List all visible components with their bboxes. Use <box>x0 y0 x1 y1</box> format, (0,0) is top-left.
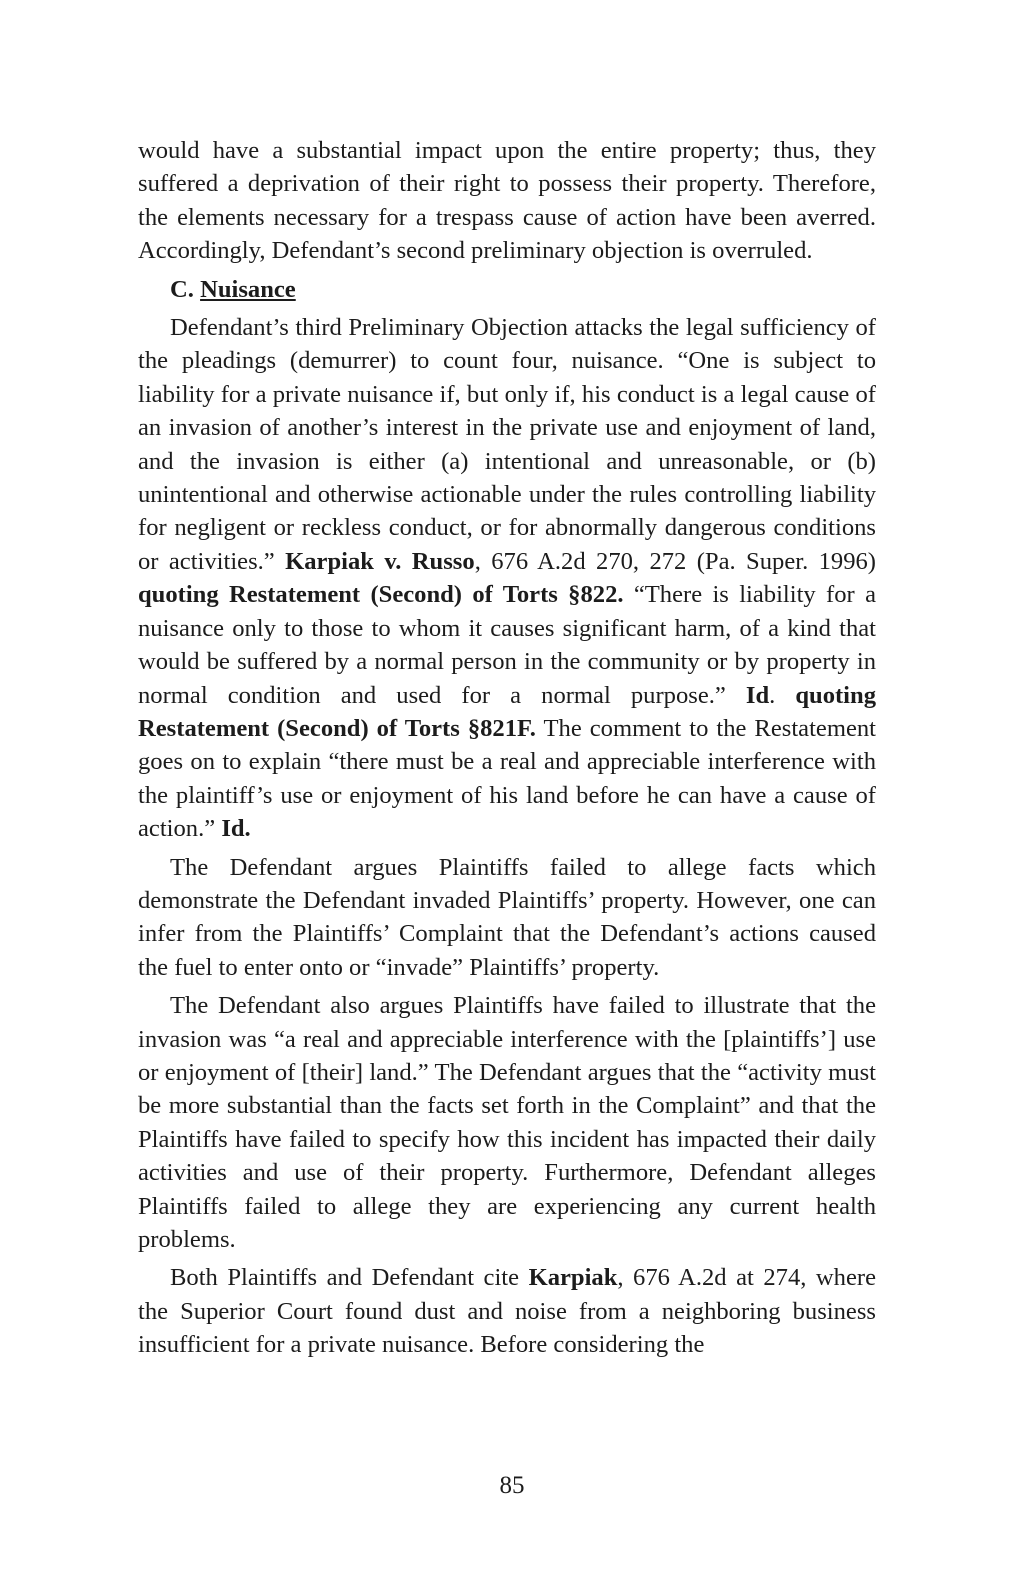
case-citation: Karpiak v. Russo <box>285 547 475 575</box>
section-heading-nuisance <box>138 273 876 306</box>
paragraph-invasion-argument: The Defendant argues Plaintiffs failed to allege facts which demonstrate the Defendant invaded Plaintiffs’ property. However, one can infer from the Plaintiffs’ Complaint that the Defendant’s actions caused the fuel to enter onto or “invade” Plaintiffs’ property. <box>138 853 876 981</box>
restatement-citation: quoting Restatement (Second) of Torts §821F. <box>138 681 876 742</box>
text-run: The comment to the Restatement goes on to explain “there must be a real and appreciable interference with the plaintiff’s use or enjoyment of his land before he can have a cause of action.” <box>138 714 876 843</box>
text-run: Defendant’s third Preliminary Objection attacks the legal sufficiency of the pleadings (demurrer) to count four, nuisance. “One is subject to liability for a private nuisance if, but only if, his conduct is a legal cause of an invasion of another’s interest in the private use and enjoyment of land, and the invasion is either (a) intentional and unreasonable, or (b) unintentional and otherwise actionable under the rules controlling liability for negligent or reckless conduct, or for abnormally dangerous conditions or activities.” <box>138 314 876 575</box>
text-run: , 676 A.2d 270, 272 (Pa. Super. 1996) <box>474 547 876 575</box>
body-text <box>138 134 876 1367</box>
text-run: . <box>769 681 796 709</box>
case-citation: Karpiak <box>528 1264 618 1292</box>
text-run: , 676 A.2d at 274, where the Superior Court found dust and noise from a neighboring business insufficient for a private nuisance. Before considering the <box>138 1264 877 1359</box>
paragraph-trespass-conclusion: would have a substantial impact upon the entire property; thus, they suffered a deprivation of their right to possess their property. Therefore, the elements necessary for a trespass cause of action have been averred. Accordingly, Defendant’s second preliminary objection is overruled. <box>138 137 876 265</box>
id-citation: Id <box>745 681 770 709</box>
section-letter: C. <box>170 275 194 303</box>
page-number: 85 <box>499 1472 525 1499</box>
restatement-citation: quoting Restatement (Second) of Torts §822. <box>138 581 624 609</box>
text-run: “There is liability for a nuisance only to those to whom it causes significant harm, of a kind that would be suffered by a normal person in the community or by property in normal condition and used for a normal purpose.” <box>138 581 876 709</box>
paragraph-interference-argument: The Defendant also argues Plaintiffs have failed to illustrate that the invasion was “a real and appreciable interference with the [plaintiffs’] use or enjoyment of [their] land.” The Defendant argues that the “activity must be more substantial than the facts set forth in the Complaint” and that the Plaintiffs have failed to specify how this incident has impacted their daily activities and use of their property. Furthermore, Defendant alleges Plaintiffs failed to allege they are experiencing any current health problems. <box>138 992 876 1253</box>
paragraph-nuisance-standard <box>138 311 876 846</box>
text-run: Both Plaintiffs and Defendant cite <box>170 1264 529 1292</box>
paragraph-karpiak <box>138 1261 876 1361</box>
id-citation: Id. <box>221 815 251 843</box>
section-title: Nuisance <box>200 275 296 303</box>
